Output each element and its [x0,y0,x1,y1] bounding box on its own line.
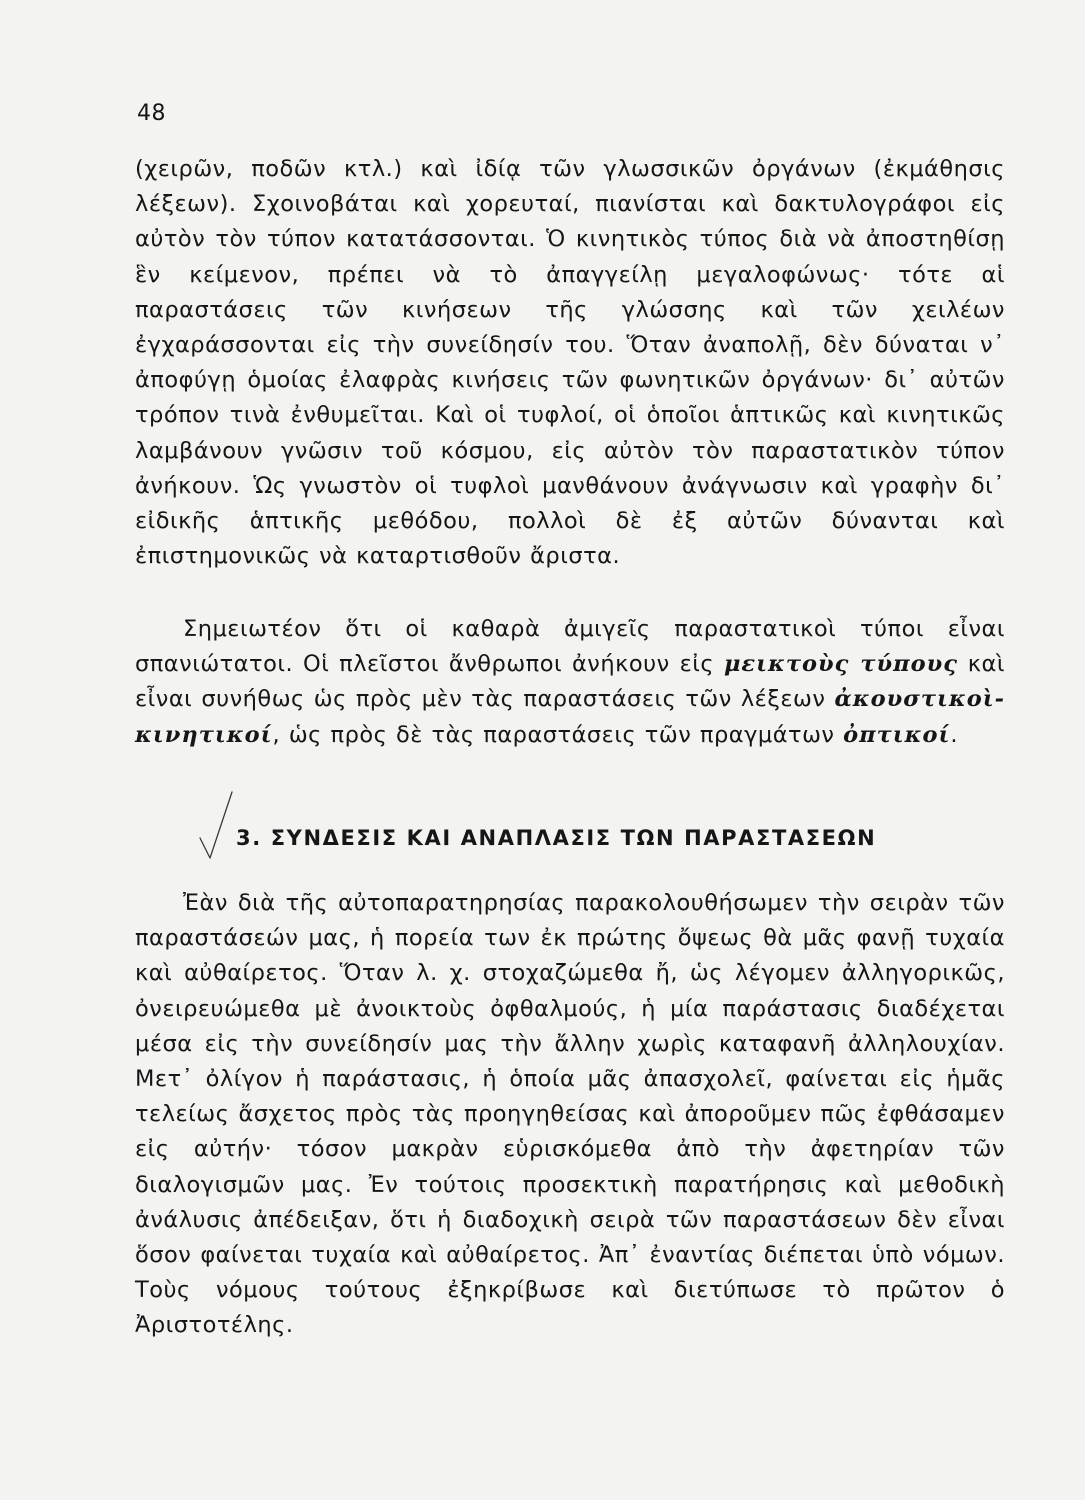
emphasis-acoustic-kinetic: ἀκουστικοὶ-κινητικοί [135,686,1005,748]
emphasis-mixed-types: μεικτοὺς τύπους [723,651,958,678]
paragraph-text-part: καὶ εἶναι συνήθως ὡς πρὸς μὲν τὰς παραστάσεις τῶν λέξεων [135,651,1005,713]
body-paragraph-1 [135,152,1005,574]
paragraph-text: Ἐὰν διὰ τῆς αὐτοπαρατηρησίας παρακολουθήσωμεν τὴν σειρὰν τῶν παραστάσεών μας, ἡ πορεία των ἐκ πρώτης ὄψεως θὰ μᾶς φανῇ τυχαία καὶ αὐθαίρετος. Ὅταν λ. χ. στοχαζώμεθα ἤ, ὡς λέγομεν ἀλληγορικῶς, ὀνειρευώμεθα μὲ ἀνοικτοὺς ὀφθαλμούς, ἡ μία παράστασις διαδέχεται μέσα εἰς τὴν συνείδησίν μας τὴν ἄλλην χωρὶς καταφανῆ ἀλληλουχίαν. Μετ᾽ ὀλίγον ἡ παράστασις, ἡ ὁποία μᾶς ἀπασχολεῖ, φαίνεται εἰς ἡμᾶς τελείως ἄσχετος πρὸς τὰς προηγηθείσας καὶ ἀποροῦμεν πῶς ἐφθάσαμεν εἰς αὐτήν· τόσον μακρὰν εὑρισκόμεθα ἀπὸ τὴν ἀφετηρίαν τῶν διαλογισμῶν μας. Ἐν τούτοις προσεκτικὴ παρατήρησις καὶ μεθοδικὴ ἀνάλυσις ἀπέδειξαν, ὅτι ἡ διαδοχικὴ σειρὰ τῶν παραστάσεων δὲν εἶναι ὅσον φαίνεται τυχαία καὶ αὐθαίρετος. Ἀπ᾽ ἐναντίας διέπεται ὑπὸ νόμων. Τοὺς νόμους τούτους ἐξηκρίβωσε καὶ διετύπωσε τὸ πρῶτον ὁ Ἀριστοτέλης. [135,890,1005,1339]
body-paragraph-3 [135,886,1005,1344]
paragraph-text-part: . [950,721,959,748]
paragraph-text [135,612,1005,753]
body-paragraph-2 [135,612,1005,753]
handwritten-check-mark-icon [198,790,238,862]
paragraph-text-part: , ὡς πρὸς δὲ τὰς παραστάσεις τῶν πραγμάτων [272,721,844,748]
paragraph-text-part: Σημειωτέον ὅτι οἱ καθαρὰ ἀμιγεῖς παραστατικοὶ τύποι εἶναι σπανιώτατοι. Οἱ πλεῖστοι ἄνθρωποι ἀνήκουν εἰς [135,616,1005,678]
paragraph-text: (χειρῶν, ποδῶν κτλ.) καὶ ἰδίᾳ τῶν γλωσσικῶν ὀργάνων (ἐκμάθησις λέξεων). Σχοινοβάται καὶ χορευταί, πιανίσται καὶ δακτυλογράφοι εἰς αὐτὸν τὸν τύπον κατατάσσονται. Ὁ κινητικὸς τύπος διὰ νὰ ἀποστηθίσῃ ἓν κείμενον, πρέπει νὰ τὸ ἀπαγγείλῃ μεγαλοφώνως· τότε αἱ παραστάσεις τῶν κινήσεων τῆς γλώσσης καὶ τῶν χειλέων ἐγχαράσσονται εἰς τὴν συνείδησίν του. Ὅταν ἀναπολῇ, δὲν δύναται ν᾽ ἀποφύγῃ ὁμοίας ἐλαφρὰς κινήσεις τῶν φωνητικῶν ὀργάνων· δι᾽ αὐτῶν τρόπον τινὰ ἐνθυμεῖται. Καὶ οἱ τυφλοί, οἱ ὁποῖοι ἁπτικῶς καὶ κινητικῶς λαμβάνουν γνῶσιν τοῦ κόσμου, εἰς αὐτὸν τὸν παραστατικὸν τύπον ἀνήκουν. Ὡς γνωστὸν οἱ τυφλοὶ μανθάνουν ἀνάγνωσιν καὶ γραφὴν δι᾽ εἰδικῆς ἁπτικῆς μεθόδου, πολλοὶ δὲ ἐξ αὐτῶν δύνανται καὶ ἐπιστημονικῶς νὰ καταρτισθοῦν ἄριστα. [135,156,1005,570]
page-number: 48 [137,101,166,126]
emphasis-visual: ὀπτικοί [843,721,951,748]
section-heading: 3. ΣΥΝΔΕΣΙΣ ΚΑΙ ΑΝΑΠΛΑΣΙΣ ΤΩΝ ΠΑΡΑΣΤΑΣΕΩΝ [236,826,877,850]
